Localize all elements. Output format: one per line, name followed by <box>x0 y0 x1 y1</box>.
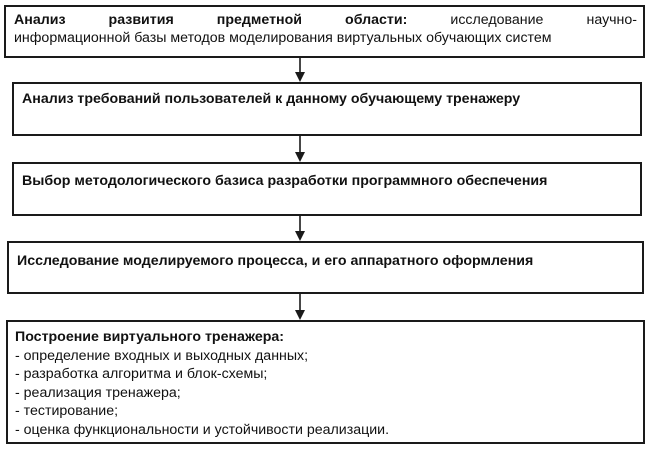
step-5-title: Построение виртуального тренажера: <box>15 329 284 345</box>
step-box-trainer-construction <box>6 320 645 444</box>
step-5-item: - определение входных и выходных данных; <box>15 347 309 364</box>
arrow-1-to-2 <box>295 58 305 82</box>
step-1-text-line-1: исследование научно- <box>450 12 637 28</box>
step-5-item: - тестирование; <box>15 403 119 419</box>
arrow-4-to-5 <box>295 294 305 320</box>
step-5-item: - реализация тренажера; <box>15 384 181 401</box>
step-1-text-line-2: информационной базы методов моделирования виртуальных обучающих систем <box>14 30 552 46</box>
step-4-title: Исследование моделируемого процесса, и его аппаратного оформления <box>17 253 534 269</box>
step-5-item: - разработка алгоритма и блок-схемы; <box>15 366 268 382</box>
step-2-title: Анализ требований пользователей к данному обучающему тренажеру <box>22 91 521 107</box>
arrow-3-to-4 <box>295 216 305 241</box>
step-box-methodology-selection <box>12 162 642 216</box>
step-box-domain-analysis <box>4 5 645 58</box>
step-box-process-research <box>7 241 644 294</box>
arrow-2-to-3 <box>295 136 305 162</box>
step-3-title: Выбор методологического базиса разработки программного обеспечения <box>22 173 548 189</box>
step-box-user-requirements <box>12 82 642 136</box>
step-5-item: - оценка функциональности и устойчивости реализации. <box>15 421 390 438</box>
step-1-title: Анализ развития предметной области: <box>14 12 408 28</box>
step-1-line-1 <box>14 11 637 29</box>
